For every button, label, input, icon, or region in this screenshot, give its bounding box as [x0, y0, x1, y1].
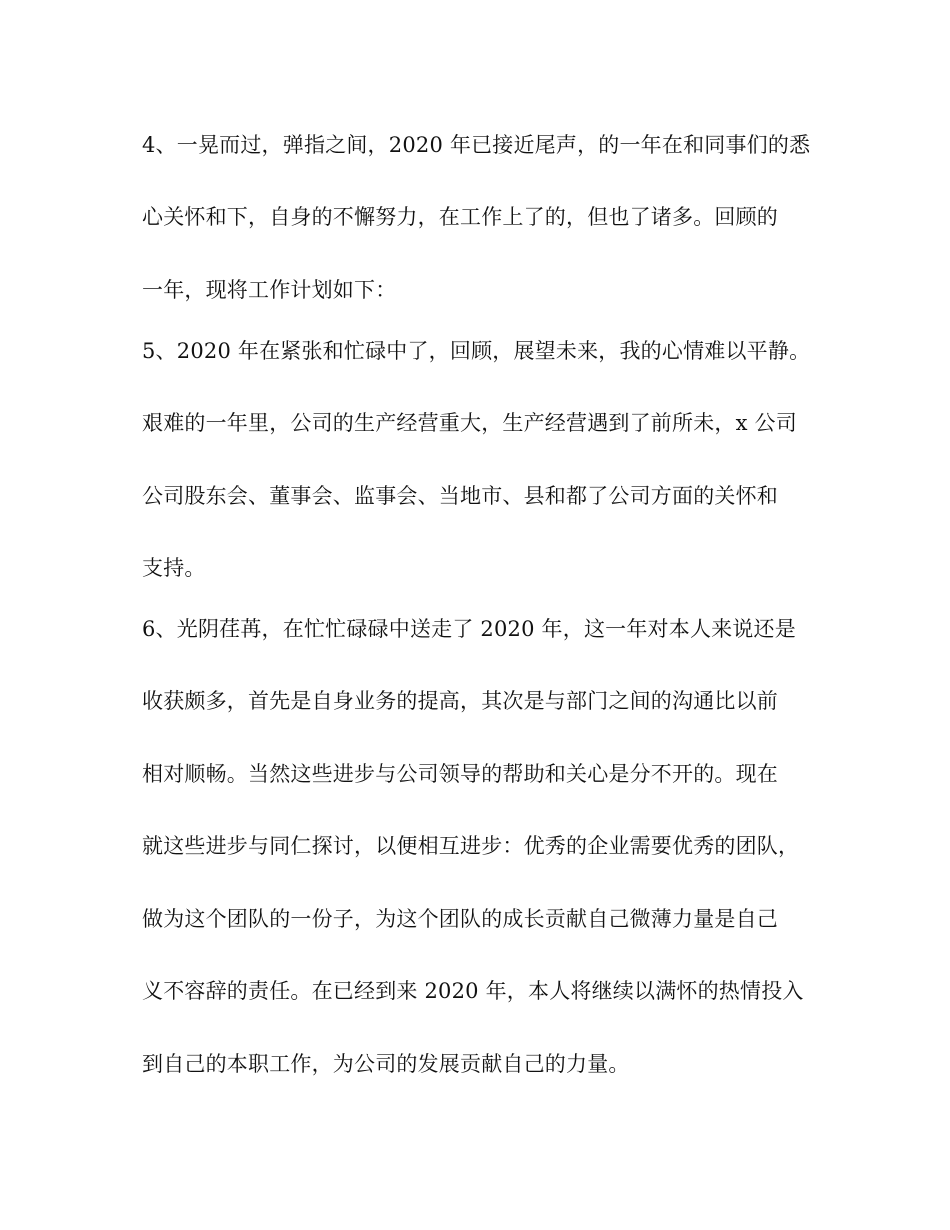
paragraph-5-line-2: 艰难的一年里，公司的生产经营重大，生产经营遇到了前所未，x 公司	[142, 411, 797, 435]
paragraph-6-line-2: 收获颇多，首先是自身业务的提高，其次是与部门之间的沟通比以前	[142, 689, 778, 713]
paragraph-6-line-5: 做为这个团队的一份子，为这个团队的成长贡献自己微薄力量是自己	[142, 907, 778, 931]
paragraph-6-line-7: 到自己的本职工作，为公司的发展贡献自己的力量。	[142, 1052, 630, 1076]
paragraph-6-line-1: 6、光阴荏苒，在忙忙碌碌中送走了 2020 年，这一年对本人来说还是	[142, 617, 796, 641]
paragraph-5-line-3: 公司股东会、董事会、监事会、当地市、县和都了公司方面的关怀和	[142, 484, 778, 508]
paragraph-4-line-3: 一年，现将工作计划如下：	[142, 278, 397, 302]
paragraph-5-line-1: 5、2020 年在紧张和忙碌中了，回顾，展望未来，我的心情难以平静。	[142, 339, 811, 363]
paragraph-6-line-3: 相对顺畅。当然这些进步与公司领导的帮助和关心是分不开的。现在	[142, 762, 778, 786]
paragraph-4-line-1: 4、一晃而过，弹指之间，2020 年已接近尾声，的一年在和同事们的悉	[142, 133, 811, 157]
paragraph-4-line-2: 心关怀和下，自身的不懈努力，在工作上了的，但也了诸多。回顾的	[142, 205, 778, 229]
paragraph-6-line-6: 义不容辞的责任。在已经到来 2020 年，本人将继续以满怀的热情投入	[142, 979, 804, 1003]
paragraph-6-line-4: 就这些进步与同仁探讨，以便相互进步：优秀的企业需要优秀的团队，	[142, 834, 800, 858]
paragraph-5-line-4: 支持。	[142, 556, 206, 580]
